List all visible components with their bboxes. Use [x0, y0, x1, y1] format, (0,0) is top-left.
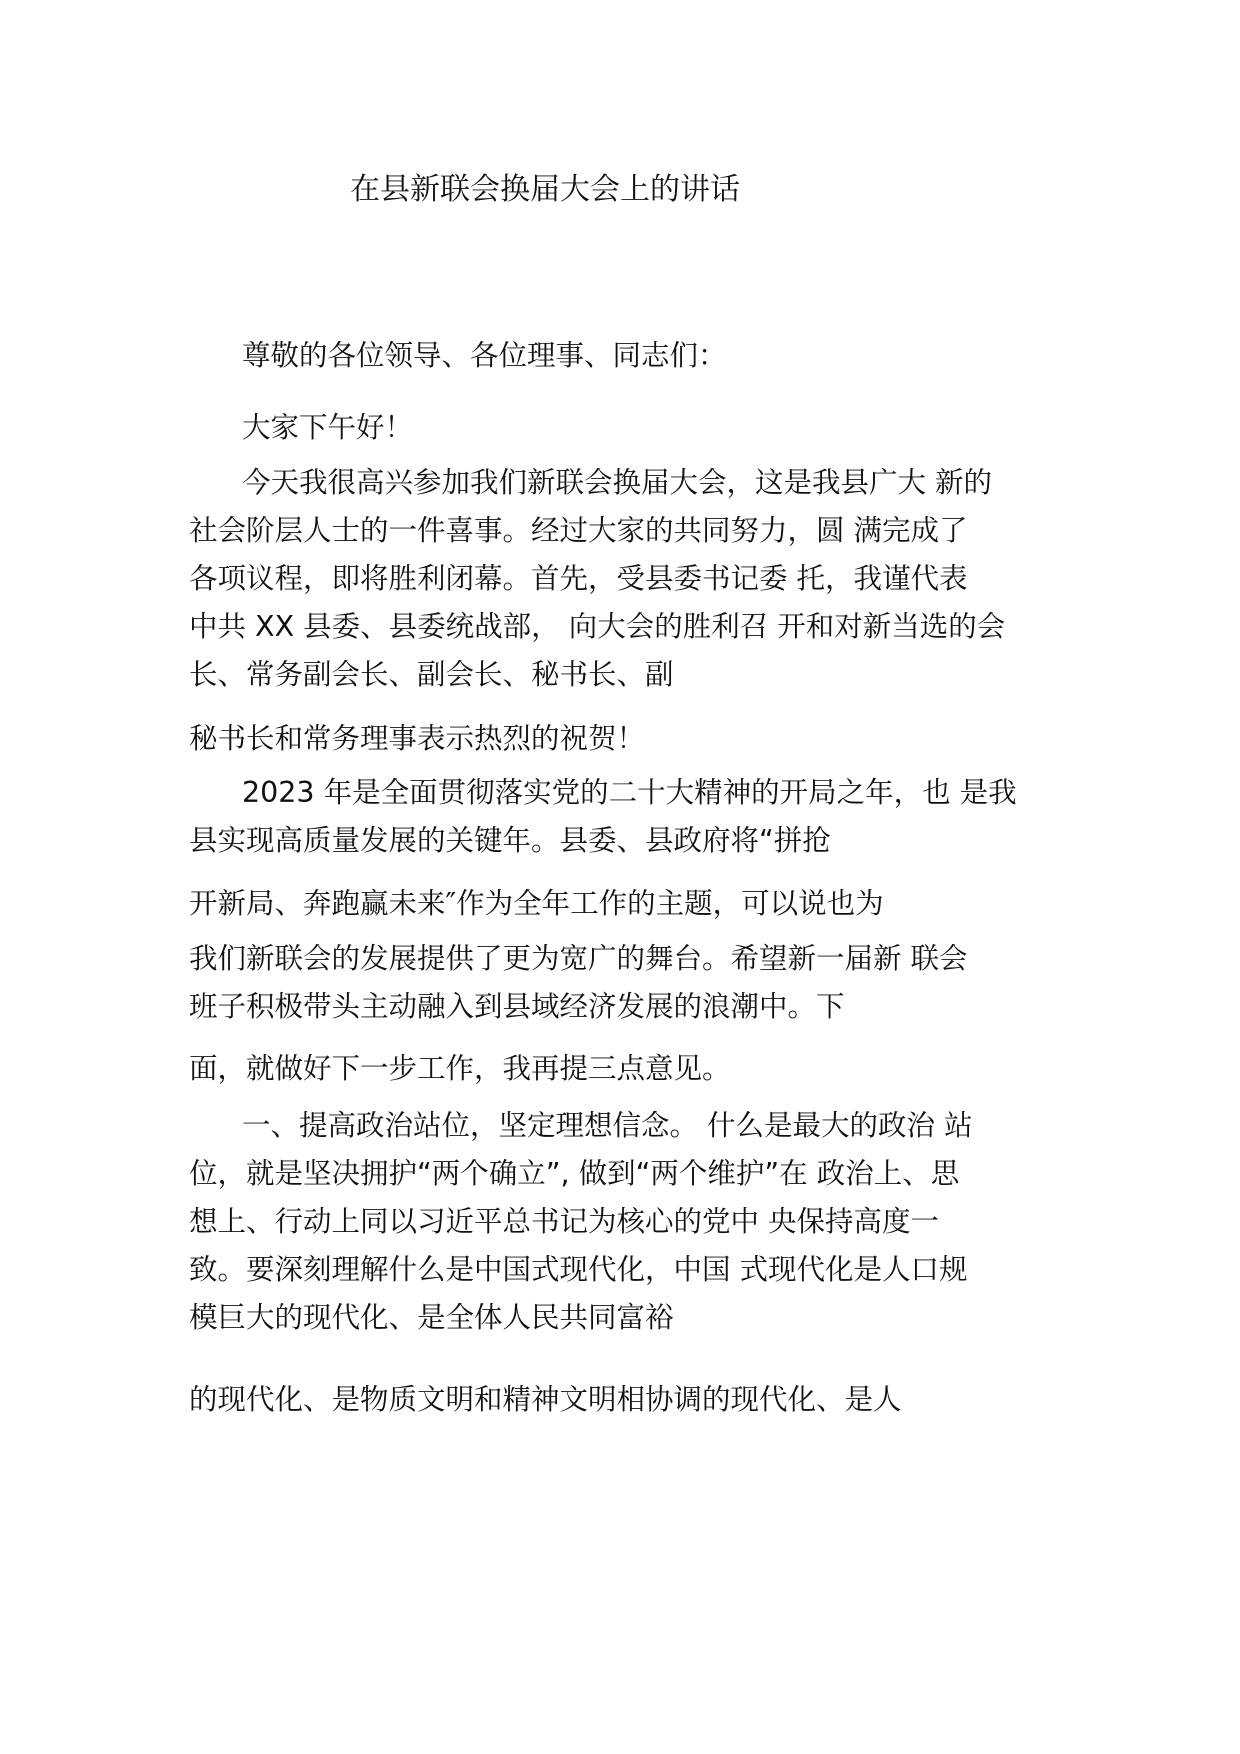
paragraph-line: 社会阶层人士的一件喜事。经过大家的共同努力，圆 满完成了 [189, 514, 968, 547]
page-title: 在县新联会换届大会上的讲话 [350, 172, 740, 207]
salutation-line: 尊敬的各位领导、各位理事、同志们： [242, 339, 727, 372]
paragraph-line: 一、提高政治站位，坚定理想信念。 什么是最大的政治 站 [242, 1109, 973, 1142]
paragraph-line: 各项议程，即将胜利闭幕。首先，受县委书记委 托，我谨代表 [189, 562, 968, 595]
greeting-line: 大家下午好！ [242, 411, 414, 444]
paragraph-line: 的现代化、是物质文明和精神文明相协调的现代化、是人 [189, 1383, 902, 1416]
paragraph-line: 想上、行动上同以习近平总书记为核心的党中 央保持高度一 [189, 1205, 940, 1238]
paragraph-line: 位，就是坚决拥护“两个确立”, 做到“两个维护”在 政治上、思 [189, 1157, 960, 1190]
paragraph-line: 2023 年是全面贯彻落实党的二十大精神的开局之年，也 是我 [242, 776, 1017, 809]
paragraph-line: 开新局、奔跑赢未来″作为全年工作的主题，可以说也为 [189, 887, 884, 920]
paragraph-line: 今天我很高兴参加我们新联会换届大会，这是我县广大 新的 [242, 466, 993, 499]
paragraph-line: 中共 XX 县委、县委统战部， 向大会的胜利召 开和对新当选的会 [189, 610, 1006, 643]
paragraph-line: 县实现高质量发展的关键年。县委、县政府将“拼抢 [189, 824, 831, 857]
paragraph-line: 致。要深刻理解什么是中国式现代化，中国 式现代化是人口规 [189, 1253, 968, 1286]
paragraph-line: 秘书长和常务理事表示热烈的祝贺！ [189, 722, 646, 755]
paragraph-line: 长、常务副会长、副会长、秘书长、副 [189, 658, 674, 691]
paragraph-line: 面，就做好下一步工作，我再提三点意见。 [189, 1052, 731, 1085]
paragraph-line: 班子积极带头主动融入到县域经济发展的浪潮中。下 [189, 990, 845, 1023]
paragraph-line: 模巨大的现代化、是全体人民共同富裕 [189, 1301, 674, 1334]
paragraph-line: 我们新联会的发展提供了更为宽广的舞台。希望新一届新 联会 [189, 942, 968, 975]
